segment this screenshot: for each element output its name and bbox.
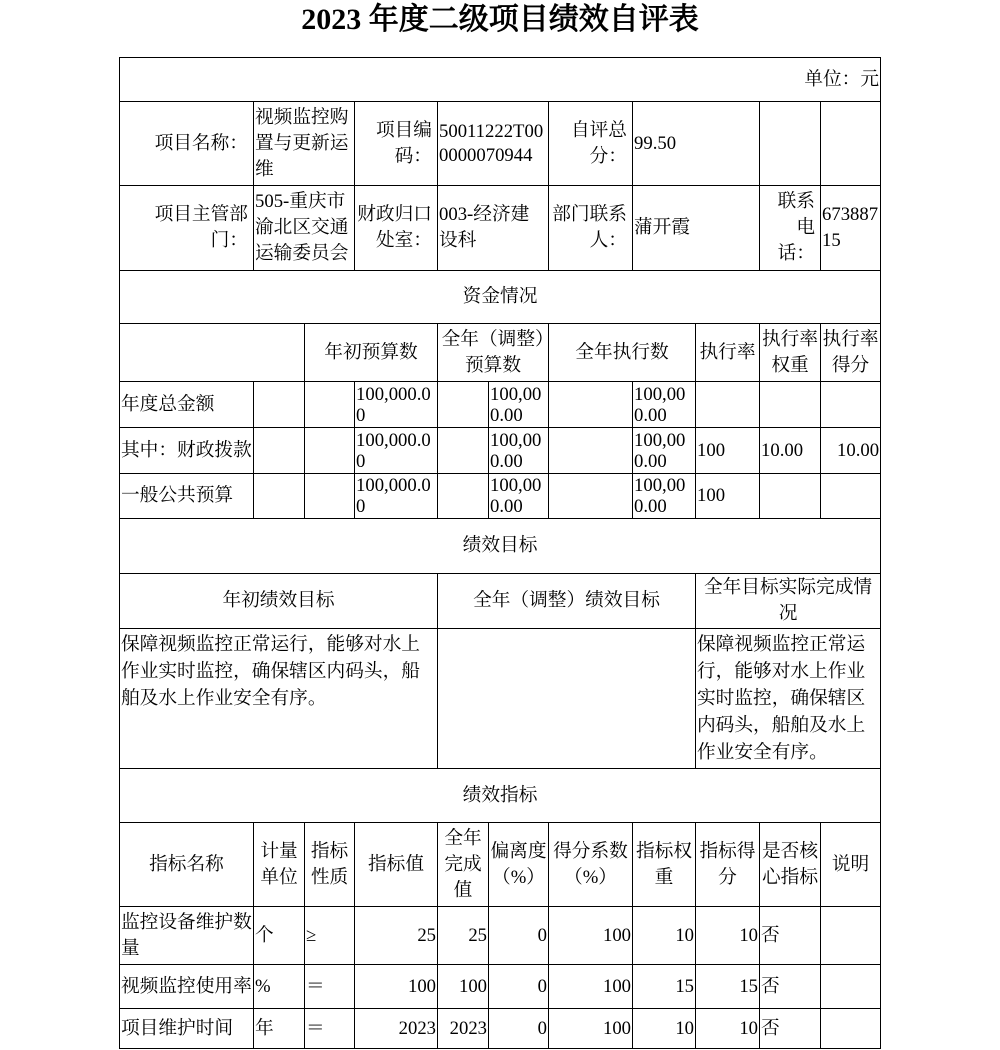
empty-cell (438, 428, 489, 474)
empty-cell (305, 382, 355, 428)
self-score-value: 99.50 (633, 102, 760, 186)
fund-row-label: 年度总金额 (120, 382, 254, 428)
indicator-nature: ＝ (305, 1009, 355, 1049)
contact-person-label: 部门联系人： (549, 186, 633, 271)
funds-header-row (120, 324, 881, 382)
indicator-nature: ≥ (305, 907, 355, 965)
fund-row-label: 其中：财政拨款 (120, 428, 254, 474)
department-value: 505-重庆市渝北区交通运输委员会 (254, 186, 355, 271)
adjusted-budget-cell: 100,000.00 (489, 382, 549, 428)
actual-goal-text: 保障视频监控正常运行，能够对水上作业实时监控，确保辖区内码头，船舶及水上作业安全有序。 (696, 629, 881, 769)
indicator-target: 25 (355, 907, 438, 965)
indicator-actual: 25 (438, 907, 489, 965)
adjusted-budget-cell: 100,000.00 (489, 428, 549, 474)
indicator-actual: 2023 (438, 1009, 489, 1049)
indicator-target: 100 (355, 965, 438, 1009)
fund-row-label: 一般公共预算 (120, 474, 254, 519)
empty-cell (760, 102, 821, 186)
indicator-core: 否 (760, 965, 821, 1009)
exec-rate-score-cell (821, 382, 881, 428)
finance-office-value: 003-经济建设科 (438, 186, 549, 271)
indicator-name: 视频监控使用率 (120, 965, 254, 1009)
indicator-note-header: 说明 (821, 823, 881, 907)
indicator-weight: 15 (633, 965, 696, 1009)
goals-header-row (120, 574, 881, 629)
project-code-value: 50011222T000000070944 (438, 102, 549, 186)
empty-cell (305, 474, 355, 519)
empty-cell (549, 382, 633, 428)
indicators-section-title: 绩效指标 (120, 769, 881, 823)
indicator-unit: 个 (254, 907, 305, 965)
adjusted-budget-cell: 100,000.00 (489, 474, 549, 519)
project-name-label: 项目名称： (120, 102, 254, 186)
indicator-nature-header: 指标性质 (305, 823, 355, 907)
indicator-core: 否 (760, 1009, 821, 1049)
executed-header: 全年执行数 (549, 324, 696, 382)
indicator-weight: 10 (633, 907, 696, 965)
exec-rate-score-header: 执行率得分 (821, 324, 881, 382)
indicator-deviation: 0 (489, 907, 549, 965)
adjusted-budget-header: 全年（调整）预算数 (438, 324, 549, 382)
indicator-coefficient: 100 (549, 965, 633, 1009)
table-body (120, 58, 881, 1049)
finance-office-label: 财政归口处室： (355, 186, 438, 271)
indicator-note (821, 907, 881, 965)
project-info-row (120, 186, 881, 271)
phone-value: 67388715 (821, 186, 881, 271)
department-label: 项目主管部门： (120, 186, 254, 271)
funds-section-row (120, 271, 881, 324)
indicator-weight: 10 (633, 1009, 696, 1049)
indicator-target: 2023 (355, 1009, 438, 1049)
exec-rate-header: 执行率 (696, 324, 760, 382)
indicator-coefficient-header: 得分系数（%） (549, 823, 633, 907)
indicator-actual: 100 (438, 965, 489, 1009)
indicator-deviation-header: 偏离度（%） (489, 823, 549, 907)
project-code-label: 项目编码： (355, 102, 438, 186)
indicator-nature: ＝ (305, 965, 355, 1009)
unit-row (120, 58, 881, 102)
phone-label: 联系电话： (760, 186, 821, 271)
contact-person-value: 蒲开霞 (633, 186, 760, 271)
empty-cell (305, 428, 355, 474)
project-info-row (120, 102, 881, 186)
indicator-name-header: 指标名称 (120, 823, 254, 907)
evaluation-table (119, 57, 881, 1049)
project-name-value: 视频监控购置与更新运维 (254, 102, 355, 186)
fund-row (120, 428, 881, 474)
actual-goal-header: 全年目标实际完成情况 (696, 574, 881, 629)
indicator-core-header: 是否核心指标 (760, 823, 821, 907)
self-score-label: 自评总分： (549, 102, 633, 186)
exec-rate-weight-cell: 10.00 (760, 428, 821, 474)
indicator-core: 否 (760, 907, 821, 965)
initial-goal-text: 保障视频监控正常运行，能够对水上作业实时监控，确保辖区内码头，船舶及水上作业安全有序。 (120, 629, 438, 769)
indicator-row (120, 1009, 881, 1049)
indicator-unit: % (254, 965, 305, 1009)
empty-cell (438, 474, 489, 519)
indicator-unit: 年 (254, 1009, 305, 1049)
goals-section-title: 绩效目标 (120, 519, 881, 574)
executed-cell: 100,000.00 (633, 382, 696, 428)
fund-row (120, 382, 881, 428)
executed-cell: 100,000.00 (633, 474, 696, 519)
adjusted-goal-header: 全年（调整）绩效目标 (438, 574, 696, 629)
indicator-actual-header: 全年完成值 (438, 823, 489, 907)
empty-cell (254, 474, 305, 519)
empty-cell (254, 382, 305, 428)
indicators-header-row (120, 823, 881, 907)
indicator-name: 监控设备维护数量 (120, 907, 254, 965)
unit-label: 单位：元 (120, 58, 881, 102)
initial-budget-header: 年初预算数 (305, 324, 438, 382)
indicator-score: 15 (696, 965, 760, 1009)
empty-cell (254, 428, 305, 474)
indicator-score-header: 指标得分 (696, 823, 760, 907)
fund-row (120, 474, 881, 519)
indicator-target-header: 指标值 (355, 823, 438, 907)
goals-content-row (120, 629, 881, 769)
exec-rate-cell (696, 382, 760, 428)
exec-rate-score-cell (821, 474, 881, 519)
goals-section-row (120, 519, 881, 574)
indicator-weight-header: 指标权重 (633, 823, 696, 907)
empty-cell (549, 474, 633, 519)
indicator-score: 10 (696, 907, 760, 965)
exec-rate-weight-header: 执行率权重 (760, 324, 821, 382)
indicator-score: 10 (696, 1009, 760, 1049)
exec-rate-cell: 100 (696, 428, 760, 474)
indicators-section-row (120, 769, 881, 823)
empty-cell (438, 382, 489, 428)
indicator-unit-header: 计量单位 (254, 823, 305, 907)
initial-goal-header: 年初绩效目标 (120, 574, 438, 629)
initial-budget-cell: 100,000.00 (355, 474, 438, 519)
exec-rate-score-cell: 10.00 (821, 428, 881, 474)
indicator-row (120, 907, 881, 965)
document-title: 2023 年度二级项目绩效自评表 (301, 3, 699, 36)
adjusted-goal-text (438, 629, 696, 769)
indicator-deviation: 0 (489, 1009, 549, 1049)
indicator-deviation: 0 (489, 965, 549, 1009)
exec-rate-cell: 100 (696, 474, 760, 519)
indicator-coefficient: 100 (549, 907, 633, 965)
initial-budget-cell: 100,000.00 (355, 382, 438, 428)
indicator-note (821, 1009, 881, 1049)
indicator-name: 项目维护时间 (120, 1009, 254, 1049)
funds-section-title: 资金情况 (120, 271, 881, 324)
indicator-note (821, 965, 881, 1009)
indicator-row (120, 965, 881, 1009)
empty-cell (549, 428, 633, 474)
exec-rate-weight-cell (760, 382, 821, 428)
exec-rate-weight-cell (760, 474, 821, 519)
empty-cell (120, 324, 305, 382)
indicator-coefficient: 100 (549, 1009, 633, 1049)
initial-budget-cell: 100,000.00 (355, 428, 438, 474)
executed-cell: 100,000.00 (633, 428, 696, 474)
empty-cell (821, 102, 881, 186)
